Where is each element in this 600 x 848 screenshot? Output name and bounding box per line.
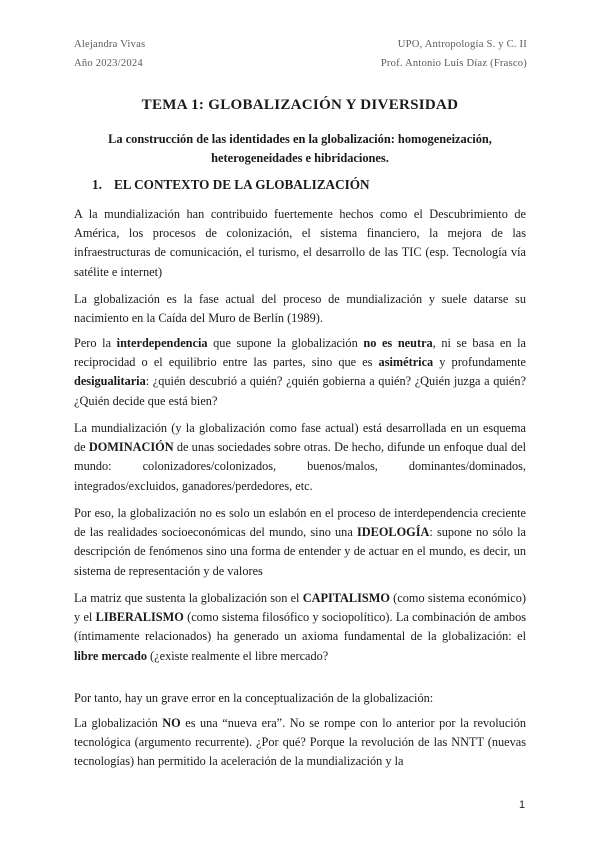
header-year: Año 2023/2024 — [74, 58, 143, 69]
section-heading — [92, 177, 370, 193]
emphasis: asimétrica — [378, 355, 434, 370]
header-author: Alejandra Vivas — [74, 39, 146, 50]
paragraph-3: Pero la interdependencia que supone la globalización no es neutra, ni se basa en la reciprocidad o el equilibrio entre las partes, sino que es asimétrica y profundamente desigualitaria: ¿quién descubrió a quién? ¿quién gobierna a quién? ¿Quién juzga a quién? ¿Quién decide que está bien? — [74, 336, 526, 408]
emphasis: NO — [162, 716, 181, 730]
paragraph-8: La globalización NO es una “nueva era”. No se rompe con lo anterior por la revolución tecnológica (argumento recurrente). ¿Por qué? Porque la revolución de las NNTT (nuevas tecnologías) han permitido la aceleración de la mundialización y la — [74, 716, 527, 769]
document-title: TEMA 1: GLOBALIZACIÓN Y DIVERSIDAD — [141, 97, 459, 113]
page-number: 1 — [519, 799, 526, 811]
emphasis: IDEOLOGÍA — [356, 525, 430, 540]
paragraph-5: Por eso, la globalización no es solo un eslabón en el proceso de interdependencia creciente de las realidades socioeconómicas del mundo, sino una IDEOLOGÍA: supone no sólo la descripción de fenómenos sino una forma de entender y de actuar en el mundo, es decir, un sistema de representación y de valores — [74, 506, 526, 578]
emphasis: libre mercado — [74, 648, 147, 663]
document-subtitle: La construcción de las identidades en la globalización: homogeneización, heterogeneidades e hibridaciones. — [108, 132, 492, 165]
emphasis: no es neutra — [363, 336, 433, 350]
emphasis: DOMINACIÓN — [88, 440, 174, 455]
emphasis: interdependencia — [116, 336, 208, 350]
emphasis: CAPITALISMO — [302, 591, 390, 605]
paragraph-1: A la mundialización han contribuido fuertemente hechos como el Descubrimiento de América, los procesos de colonización, el sistema financiero, la mejora de las infraestructuras de comunicación, el turismo, el desarrollo de las TIC (esp. Tecnología vía satélite e internet) — [74, 207, 526, 279]
header-course: UPO, Antropología S. y C. II — [397, 39, 527, 50]
emphasis: desigualitaria — [74, 374, 146, 389]
emphasis: LIBERALISMO — [95, 610, 184, 625]
paragraph-6: La matriz que sustenta la globalización son el CAPITALISMO (como sistema económico) y el LIBERALISMO (como sistema filosófico y sociopolítico). La combinación de ambos (íntimamente relacionados) ha generado un axioma fundamental de la globalización: el libre mercado (¿existe realmente el libre mercado? — [74, 591, 527, 663]
paragraph-7: Por tanto, hay un grave error en la conceptualización de la globalización: — [74, 691, 434, 705]
header-professor: Prof. Antonio Luis Díaz (Frasco) — [380, 58, 527, 69]
paragraph-4: La mundialización (y la globalización como fase actual) está desarrollada en un esquema de DOMINACIÓN de unas sociedades sobre otras. De hecho, difunde un enfoque dual del mundo: colonizadores/colonizados, buenos/malos, dominantes/dominados, integrados/excluidos, ganadores/perdedores, etc. — [74, 421, 526, 493]
section-title: EL CONTEXTO DE LA GLOBALIZACIÓN — [114, 177, 370, 192]
section-number: 1. — [92, 177, 102, 192]
paragraph-2: La globalización es la fase actual del proceso de mundialización y suele datarse su nacimiento en la Caída del Muro de Berlín (1989). — [74, 292, 526, 326]
